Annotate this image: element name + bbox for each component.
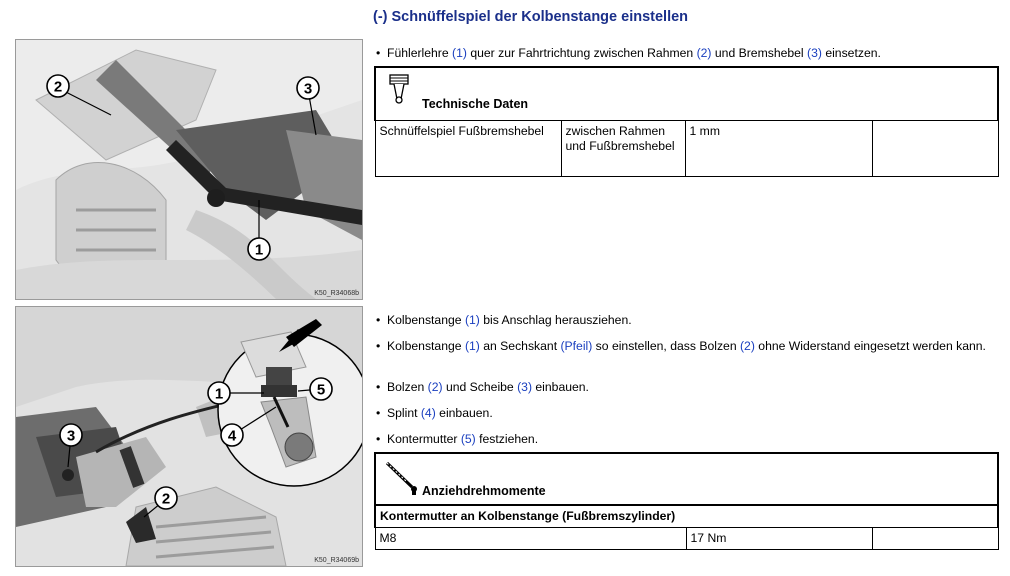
torque-table (374, 452, 999, 550)
table-subheader: Kontermutter an Kolbenstange (Fußbremszylinder) (375, 505, 998, 528)
table-cell: zwischen Rahmen und Fußbremshebel (561, 121, 685, 177)
instruction-step: • Fühlerlehre (1) quer zur Fahrtrichtung zwischen Rahmen (2) und Bremshebel (3) einsetzen. (376, 46, 881, 60)
table-header (375, 453, 998, 505)
reference-link[interactable]: (3) (517, 380, 533, 394)
callout-2: 2 (53, 78, 63, 96)
technical-data-table (374, 66, 999, 177)
reference-link[interactable]: (4) (420, 406, 436, 420)
reference-link[interactable]: (2) (427, 380, 443, 394)
callout-5: 5 (316, 381, 326, 399)
instruction-step: • Bolzen (2) und Scheibe (3) einbauen. (376, 380, 589, 394)
table-header-label: Technische Daten (422, 97, 529, 111)
figure-feeler-gauge (15, 39, 363, 300)
reference-link[interactable]: (2) (740, 339, 755, 353)
instruction-step: • Splint (4) einbauen. (376, 406, 493, 420)
reference-link[interactable]: (5) (460, 432, 476, 446)
figure-code: K50_R34069b (314, 557, 359, 564)
table-header-label: Anziehdrehmomente (422, 484, 546, 498)
table-cell (872, 528, 998, 550)
table-cell (872, 121, 998, 177)
callout-1: 1 (214, 385, 224, 403)
callout-1: 1 (254, 241, 264, 259)
page-title: (-) Schnüffelspiel der Kolbenstange einstellen (373, 9, 689, 25)
reference-link[interactable]: (3) (807, 46, 822, 60)
figure-piston-rod (15, 306, 363, 567)
illustration-brake-cylinder (16, 307, 362, 566)
reference-link[interactable]: (1) (464, 313, 480, 327)
reference-link[interactable]: (1) (464, 339, 480, 353)
reference-link[interactable]: (1) (452, 46, 467, 60)
callout-3: 3 (66, 427, 76, 445)
table-cell: M8 (375, 528, 686, 550)
torque-wrench-icon (384, 459, 418, 499)
table-cell: 17 Nm (686, 528, 872, 550)
callout-3: 3 (303, 80, 313, 98)
illustration-footrest-brake-lever (16, 40, 362, 299)
callout-4: 4 (227, 427, 237, 445)
instruction-step: • Kolbenstange (1) bis Anschlag herausziehen. (376, 313, 632, 327)
table-cell: 1 mm (685, 121, 872, 177)
instruction-step: • Kolbenstange (1) an Sechskant (Pfeil) so einstellen, dass Bolzen (2) ohne Widerstand eingesetzt werden kann. (376, 339, 986, 353)
piston-icon (388, 73, 412, 109)
figure-code: K50_R34068b (314, 290, 359, 297)
instruction-step: • Kontermutter (5) festziehen. (376, 432, 539, 446)
table-cell: Schnüffelspiel Fußbremshebel (375, 121, 561, 177)
table-header (375, 67, 998, 121)
reference-link[interactable]: (2) (696, 46, 712, 60)
reference-link[interactable]: (Pfeil) (560, 339, 593, 353)
callout-2: 2 (161, 490, 171, 508)
